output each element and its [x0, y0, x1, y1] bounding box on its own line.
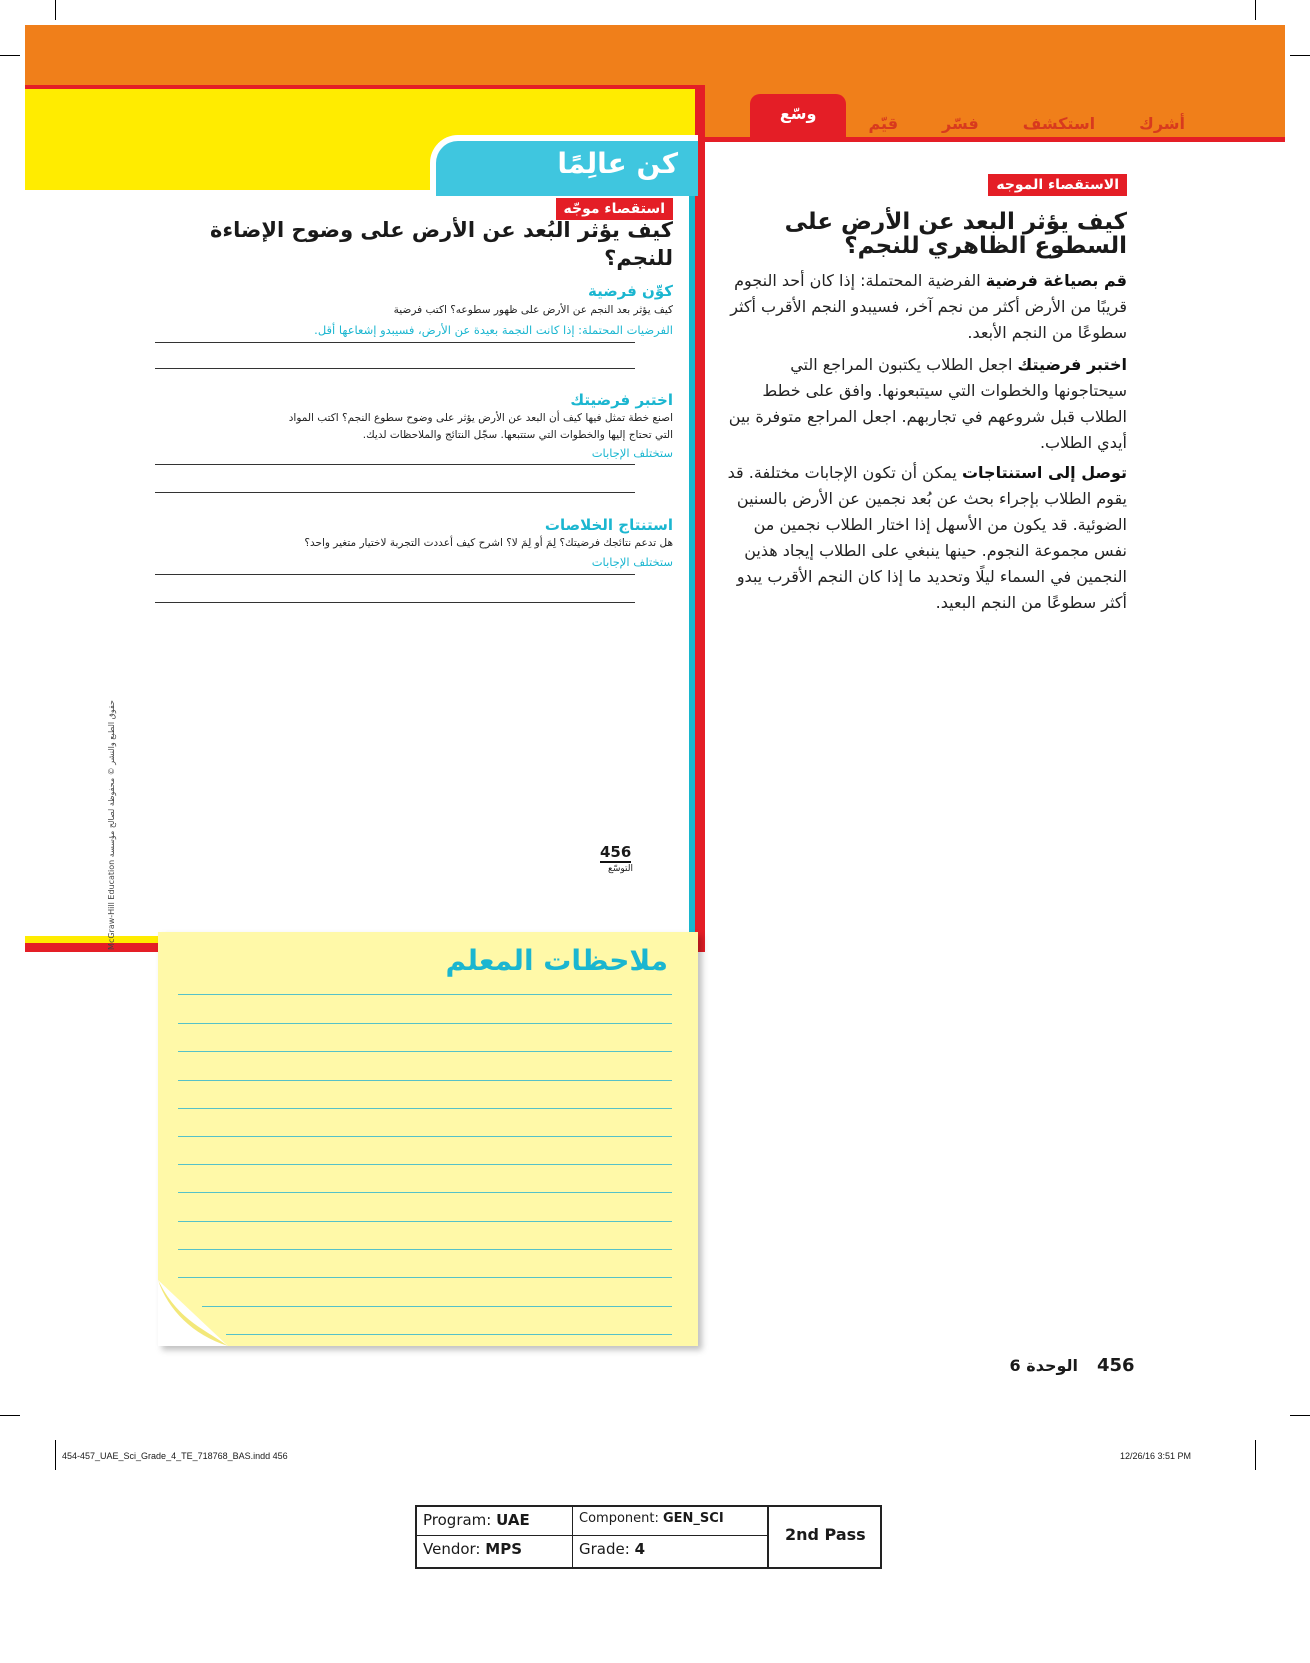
note-line	[178, 994, 672, 995]
student-page-label: التوسّع	[608, 864, 633, 874]
teacher-question: كيف يؤثر البعد عن الأرض على السطوع الظاهري للنجم؟	[784, 209, 1127, 259]
copyright-note: حقوق الطبع والنشر © محفوظة لصالح مؤسسة McGraw-Hill Education	[107, 700, 116, 950]
program-value: UAE	[496, 1511, 530, 1529]
guided-inquiry-badge: استقصاء موجّه	[556, 198, 673, 220]
test-answer: ستختلف الإجابات	[591, 446, 673, 460]
paragraph-conclusions-text: يمكن أن تكون الإجابات مختلفة. قد يقوم الطلاب بإجراء بحث عن بُعد نجمين عن الأرض بالسنين الضوئية. قد يكون من الأسهل إذا اختار الطلاب نجمين من نفس مجموعة النجوم. حينها ينبغي على الطلاب إيجاد هذين النجمين في السماء ليلًا وتحديد ما إذا كان النجم الأقرب يبدو أكثر سطوعًا من النجم البعيد.	[727, 463, 1127, 612]
test-hypothesis-heading: اختبر فرضيتك	[570, 391, 673, 409]
teacher-guided-inquiry-badge: الاستقصاء الموجه	[988, 174, 1127, 196]
crop-mark	[55, 1440, 56, 1470]
slug-date: 12/26/16 3:51 PM	[1120, 1451, 1192, 1461]
paragraph-conclusions-lead: توصل إلى استنتاجات	[961, 463, 1127, 482]
program-label: Program:	[423, 1511, 492, 1529]
note-line	[178, 1136, 672, 1137]
note-line	[178, 1080, 672, 1081]
component-value: GEN_SCI	[663, 1511, 724, 1526]
table-rule	[572, 1507, 573, 1567]
vendor-label: Vendor:	[423, 1540, 481, 1558]
answer-line	[155, 602, 635, 603]
crop-mark	[1255, 0, 1256, 20]
slug-filename: 454-457_UAE_Sci_Grade_4_TE_718768_BAS.indd 456	[62, 1451, 288, 1461]
note-line	[178, 1023, 672, 1024]
teacher-notes-box[interactable]	[158, 932, 698, 1346]
crop-mark	[55, 0, 56, 20]
program-cell	[423, 1511, 530, 1529]
production-info-table	[415, 1505, 882, 1569]
table-rule	[767, 1507, 769, 1567]
answer-line	[155, 492, 635, 493]
draw-conclusions-heading: استنتاج الخلاصات	[544, 516, 673, 534]
crop-mark	[0, 55, 20, 56]
note-line	[202, 1306, 672, 1307]
conclusions-answer: ستختلف الإجابات	[591, 555, 673, 569]
form-hypothesis-prompt: كيف يؤثر بعد النجم عن الأرض على ظهور سطوعه؟ اكتب فرضية	[393, 304, 673, 316]
student-question: كيف يؤثر البُعد عن الأرض على وضوح الإضاءة للنجم؟	[210, 218, 673, 270]
test-hypothesis-prompt-2: التي تحتاج إليها والخطوات التي ستتبعها. سجّل النتائج والملاحظات لديك.	[362, 429, 673, 441]
note-line	[178, 1277, 672, 1278]
vendor-value: MPS	[485, 1540, 523, 1558]
paragraph-test-lead: اختبر فرضيتك	[1017, 355, 1127, 374]
note-line	[178, 1221, 672, 1222]
note-line	[178, 1249, 672, 1250]
tab-elaborate[interactable]: وسّع	[750, 94, 847, 138]
grade-label: Grade:	[579, 1540, 630, 1558]
paragraph-hypothesis-text: الفرضية المحتملة: إذا كان أحد النجوم قريبًا من الأرض أكثر من نجم آخر، فسيبدو النجم الأقرب أكثر سطوعًا من النجم الأبعد.	[730, 271, 1127, 342]
grade-value: 4	[634, 1540, 646, 1558]
answer-line	[155, 342, 635, 343]
tab-explore[interactable]: استكشف	[1022, 114, 1096, 133]
hypothesis-answer: الفرضيات المحتملة: إذا كانت النجمة بعيدة عن الأرض، فسيبدو إشعاعها أقل.	[314, 323, 673, 337]
component-cell	[579, 1511, 724, 1526]
crop-mark	[1255, 1440, 1256, 1470]
student-page-number: 456	[600, 843, 632, 861]
banner-title: كن عالِمًا	[557, 147, 678, 180]
crop-mark	[1290, 1415, 1310, 1416]
tab-evaluate[interactable]: قيّم	[868, 114, 899, 133]
crop-mark	[1290, 55, 1310, 56]
component-label: Component:	[579, 1511, 659, 1526]
paragraph-hypothesis-lead: قم بصياغة فرضية	[985, 271, 1127, 290]
draw-conclusions-prompt: هل تدعم نتائجك فرضيتك؟ لِمَ أو لِمَ لا؟ اشرح كيف أعددت التجربة لاختيار متغير واحد؟	[304, 537, 673, 549]
grade-cell	[579, 1540, 645, 1558]
note-line	[178, 1051, 672, 1052]
note-line	[178, 1108, 672, 1109]
folio-unit: الوحدة 6	[1009, 1356, 1078, 1375]
paragraph-test	[725, 352, 1127, 456]
note-line	[178, 1192, 672, 1193]
paragraph-conclusions	[725, 460, 1127, 616]
answer-line	[155, 574, 635, 575]
note-line	[226, 1334, 672, 1335]
note-line	[178, 1164, 672, 1165]
crop-mark	[0, 1415, 20, 1416]
tab-engage[interactable]: أشرك	[1139, 114, 1185, 133]
be-a-scientist-banner	[430, 135, 698, 196]
teacher-notes-title: ملاحظات المعلم	[445, 944, 668, 977]
form-hypothesis-heading: كوِّن فرضية	[587, 282, 673, 300]
paragraph-hypothesis	[725, 268, 1127, 346]
pass-status: 2nd Pass	[785, 1525, 866, 1544]
answer-line	[155, 368, 635, 369]
test-hypothesis-prompt-1: اصنع خطة تمثل فيها كيف أن البعد عن الأرض يؤثر على وضوح سطوع النجم؟ اكتب المواد	[288, 412, 673, 424]
vendor-cell	[423, 1540, 522, 1558]
folio-page-number: 456	[1097, 1355, 1135, 1376]
page-curl-icon	[158, 1280, 228, 1346]
paragraph-test-text: اجعل الطلاب يكتبون المراجع التي سيحتاجونها والخطوات التي سيتبعونها. وافق على خطط الطلاب قبل شروعهم في تجاربهم. اجعل المراجع متوفرة بين أيدي الطلاب.	[728, 355, 1127, 452]
answer-line	[155, 464, 635, 465]
tab-explain[interactable]: فسّر	[942, 114, 979, 133]
table-rule	[417, 1535, 767, 1536]
